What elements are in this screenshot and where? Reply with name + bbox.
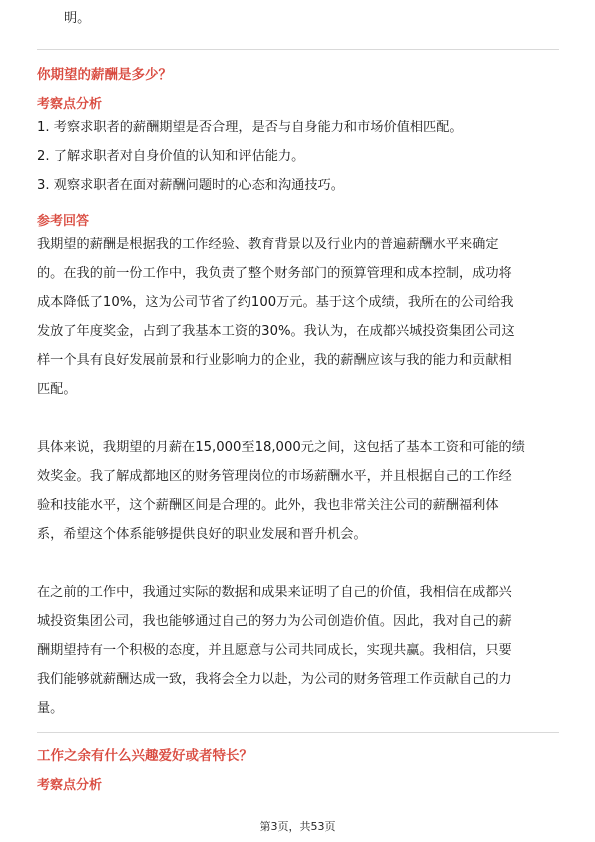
section-divider bbox=[37, 732, 559, 733]
analysis-item: 2. 了解求职者对自身价值的认知和评估能力。 bbox=[37, 149, 305, 164]
section-divider bbox=[37, 49, 559, 50]
answer-line: 效奖金。我了解成都地区的财务管理岗位的市场薪酬水平，并且根据自己的工作经 bbox=[37, 469, 512, 484]
answer-line: 系，希望这个体系能够提供良好的职业发展和晋升机会。 bbox=[37, 527, 367, 542]
answer-line: 具体来说，我期望的月薪在15,000至18,000元之间，这包括了基本工资和可能的绩 bbox=[37, 440, 525, 455]
analysis-heading: 考察点分析 bbox=[37, 97, 103, 112]
answer-heading: 参考回答 bbox=[37, 214, 90, 229]
answer-line: 酬期望持有一个积极的态度，并且愿意与公司共同成长，实现共赢。我相信，只要 bbox=[37, 643, 512, 658]
analysis-heading: 考察点分析 bbox=[37, 778, 103, 793]
answer-line: 发放了年度奖金，占到了我基本工资的30%。我认为，在成都兴城投资集团公司这 bbox=[37, 324, 515, 339]
answer-line: 城投资集团公司，我也能够通过自己的努力为公司创造价值。因此，我对自己的薪 bbox=[37, 614, 512, 629]
analysis-item: 1. 考察求职者的薪酬期望是否合理，是否与自身能力和市场价值相匹配。 bbox=[37, 120, 463, 135]
answer-line: 样一个具有良好发展前景和行业影响力的企业，我的薪酬应该与我的能力和贡献相 bbox=[37, 353, 512, 368]
page-number: 第3页，共53页 bbox=[259, 820, 336, 833]
answer-line: 验和技能水平，这个薪酬区间是合理的。此外，我也非常关注公司的薪酬福利体 bbox=[37, 498, 499, 513]
answer-line: 匹配。 bbox=[37, 382, 77, 397]
answer-line: 我们能够就薪酬达成一致，我将会全力以赴，为公司的财务管理工作贡献自己的力 bbox=[37, 672, 512, 687]
question-title: 工作之余有什么兴趣爱好或者特长？ bbox=[37, 748, 253, 764]
question-title: 你期望的薪酬是多少？ bbox=[37, 67, 172, 83]
answer-line: 我期望的薪酬是根据我的工作经验、教育背景以及行业内的普遍薪酬水平来确定 bbox=[37, 237, 499, 252]
answer-line: 成本降低了10%，这为公司节省了约100万元。基于这个成绩，我所在的公司给我 bbox=[37, 295, 514, 310]
continued-text-fragment: 明。 bbox=[64, 11, 91, 26]
answer-line: 的。在我的前一份工作中，我负责了整个财务部门的预算管理和成本控制，成功将 bbox=[37, 266, 512, 281]
answer-line: 在之前的工作中，我通过实际的数据和成果来证明了自己的价值，我相信在成都兴 bbox=[37, 585, 512, 600]
answer-line: 量。 bbox=[37, 701, 64, 716]
analysis-item: 3. 观察求职者在面对薪酬问题时的心态和沟通技巧。 bbox=[37, 178, 344, 193]
